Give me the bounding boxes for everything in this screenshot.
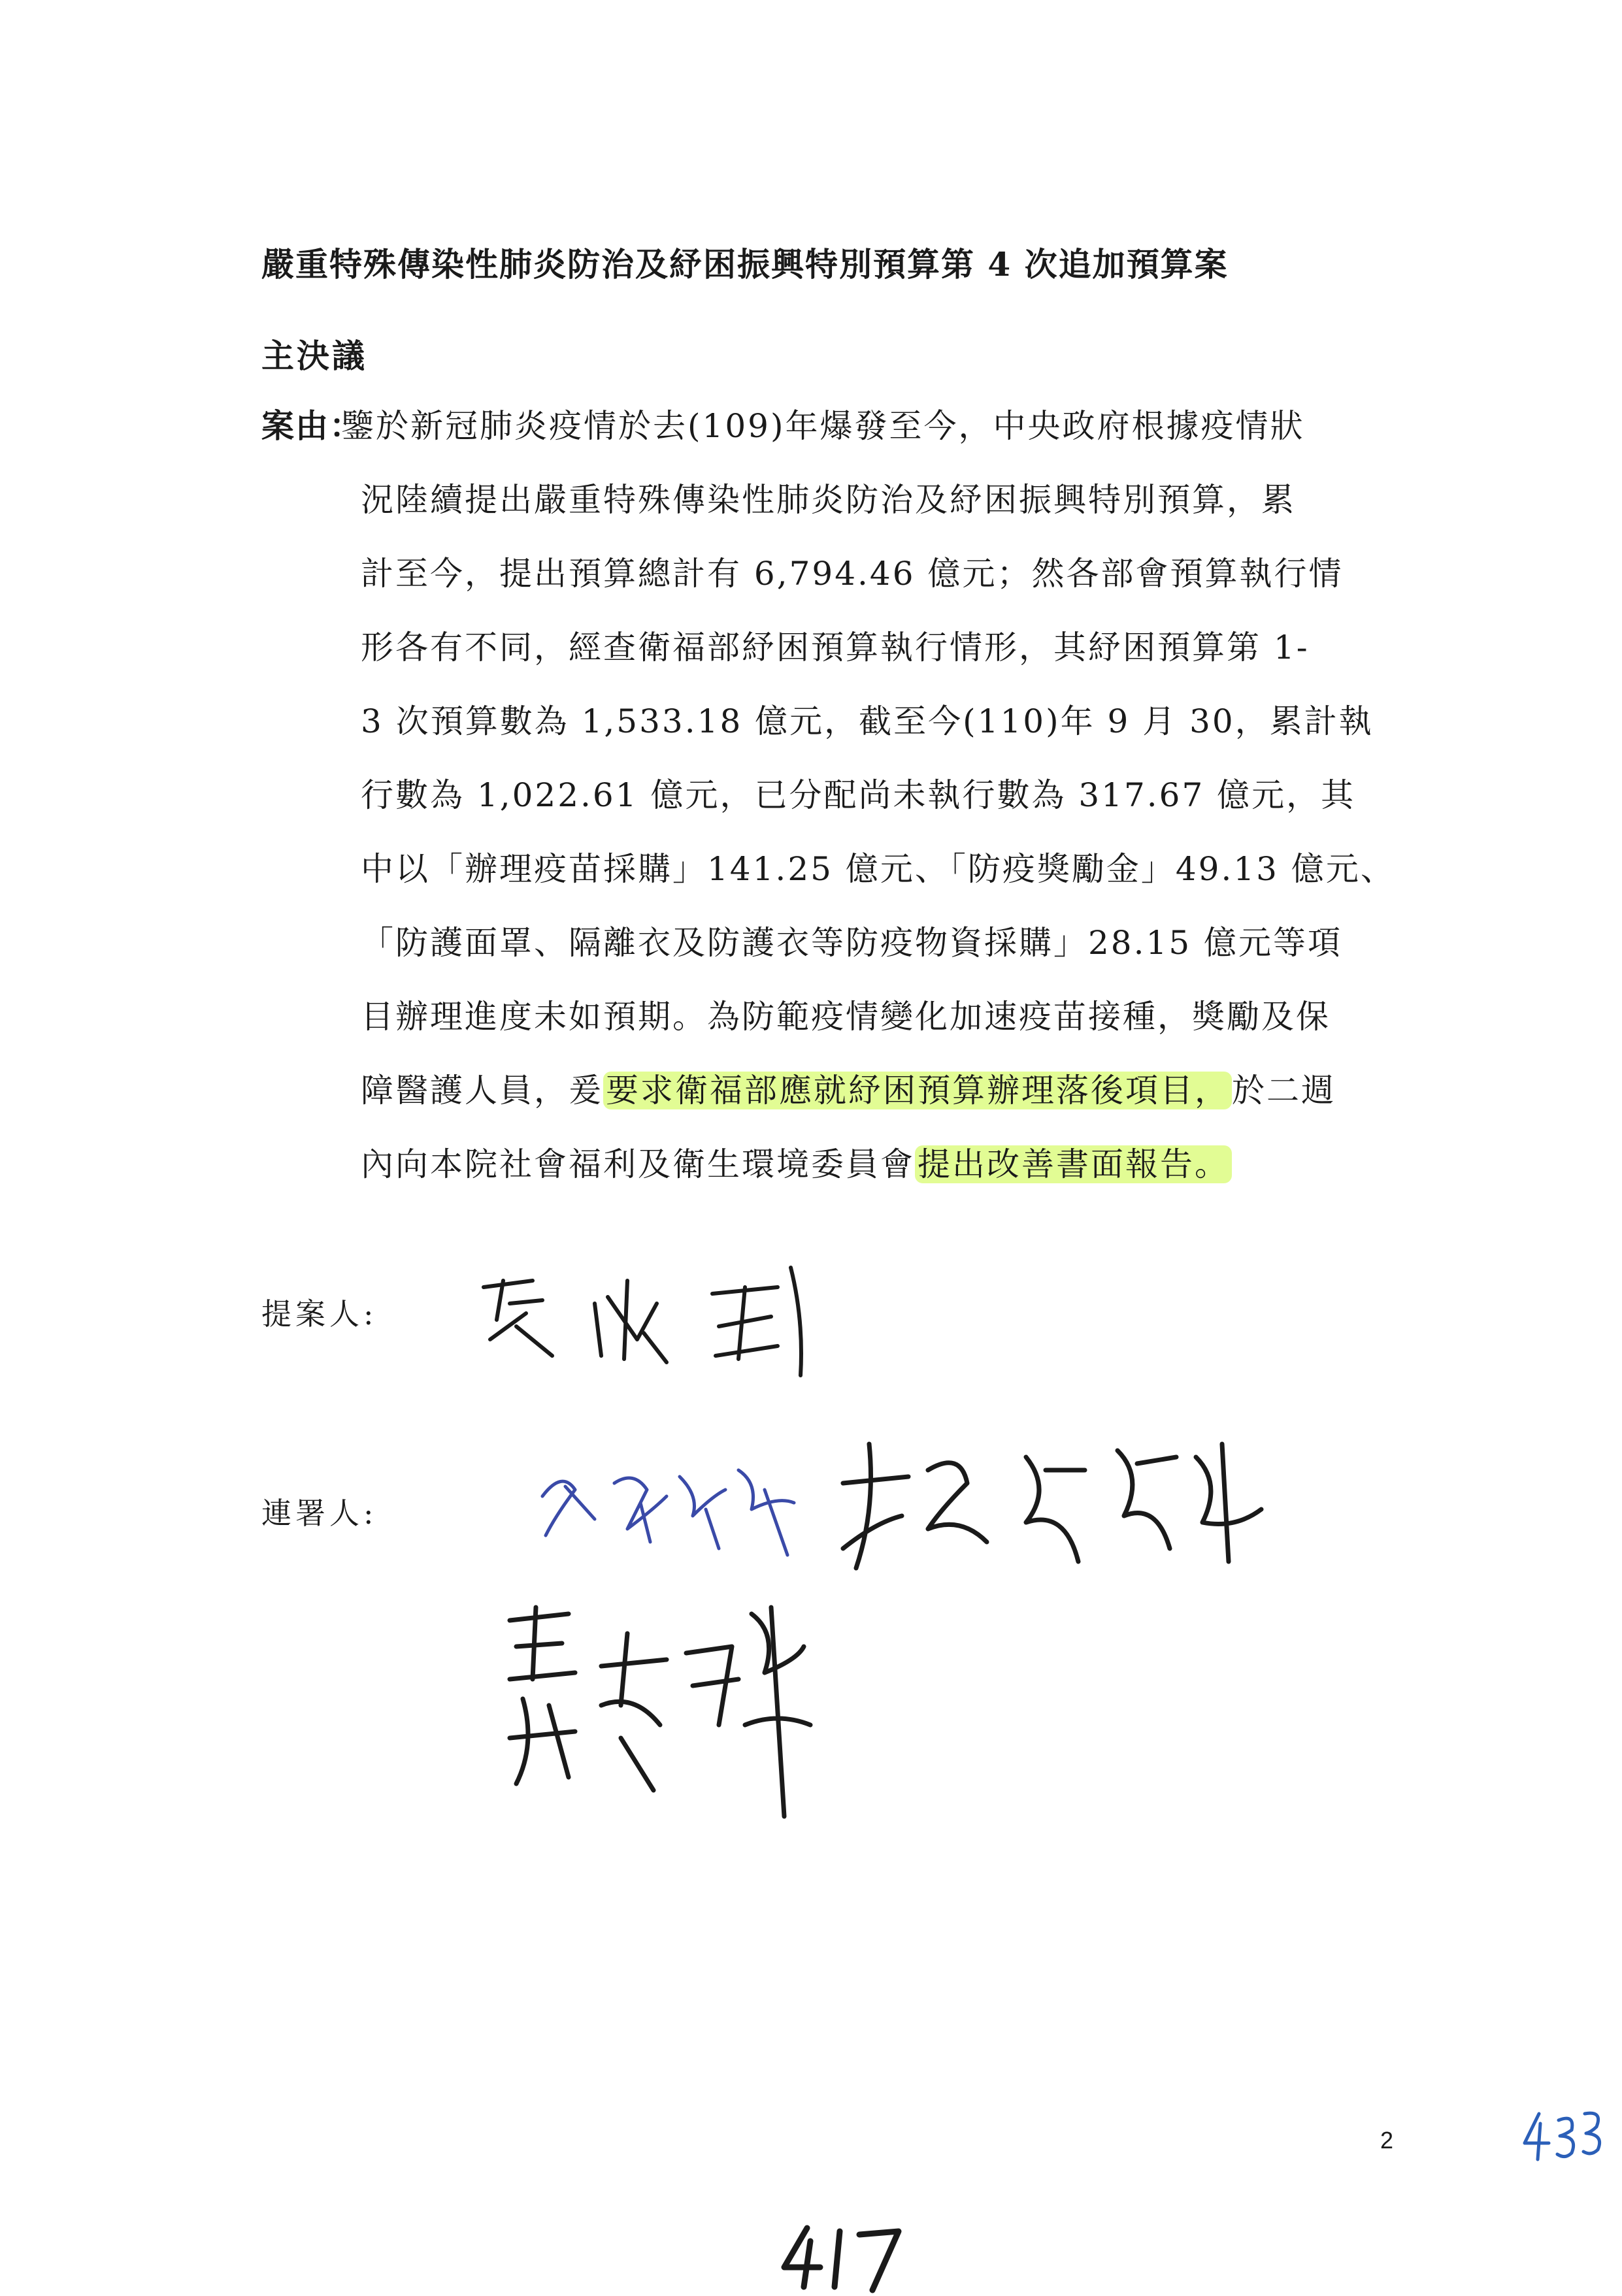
proposer-signature bbox=[471, 1241, 823, 1385]
cosigner-signature-1 bbox=[536, 1457, 810, 1568]
proposer-label: 提案人: bbox=[261, 1296, 378, 1332]
body-line: 中以「辦理疫苗採購」141.25 億元、「防疫獎勵金」49.13 億元、 bbox=[361, 850, 1395, 888]
text-segment: 內向本院社會福利及衛生環境委員會 bbox=[361, 1145, 915, 1183]
cosigner-signature-3 bbox=[497, 1594, 823, 1829]
body-line: 「防護面罩、隔離衣及防護衣等防疫物資採購」28.15 億元等項 bbox=[361, 924, 1343, 962]
body-line: 形各有不同，經查衛福部紓困預算執行情形，其紓困預算第 1- bbox=[361, 629, 1310, 666]
cosigner-label: 連署人: bbox=[261, 1496, 378, 1531]
body-line: 況陸續提出嚴重特殊傳染性肺炎防治及紓困振興特別預算，累 bbox=[361, 481, 1296, 519]
text-segment: 障醫護人員，爰 bbox=[361, 1072, 603, 1109]
highlighted-text: 提出改善書面報告。 bbox=[915, 1145, 1232, 1183]
document-title: 嚴重特殊傳染性肺炎防治及紓困振興特別預算第 4 次追加預算案 bbox=[261, 245, 1229, 284]
page-number: 2 bbox=[1380, 2127, 1394, 2154]
body-line: 鑒於新冠肺炎疫情於去(109)年爆發至今，中央政府根據疫情狀 bbox=[341, 407, 1305, 445]
body-line: 目辦理進度未如預期。為防範疫情變化加速疫苗接種，獎勵及保 bbox=[361, 998, 1331, 1036]
body-line-highlighted bbox=[361, 1064, 1336, 1111]
resolution-heading: 主決議 bbox=[261, 336, 367, 375]
handwritten-page-stamp-blue bbox=[1519, 2107, 1608, 2169]
body-line: 行數為 1,022.61 億元，已分配尚未執行數為 317.67 億元，其 bbox=[361, 776, 1356, 814]
cosigner-signature-2 bbox=[830, 1431, 1274, 1581]
case-label: 案由： bbox=[261, 406, 363, 445]
body-line: 3 次預算數為 1,533.18 億元，截至今(110)年 9 月 30，累計執 bbox=[361, 702, 1374, 740]
text-segment: 於二週 bbox=[1232, 1072, 1336, 1109]
highlighted-text: 要求衛福部應就紓困預算辦理落後項目， bbox=[603, 1072, 1232, 1109]
handwritten-page-stamp bbox=[774, 2222, 905, 2296]
body-line: 計至今，提出預算總計有 6,794.46 億元；然各部會預算執行情 bbox=[361, 555, 1344, 593]
body-line-highlighted bbox=[361, 1138, 1232, 1185]
